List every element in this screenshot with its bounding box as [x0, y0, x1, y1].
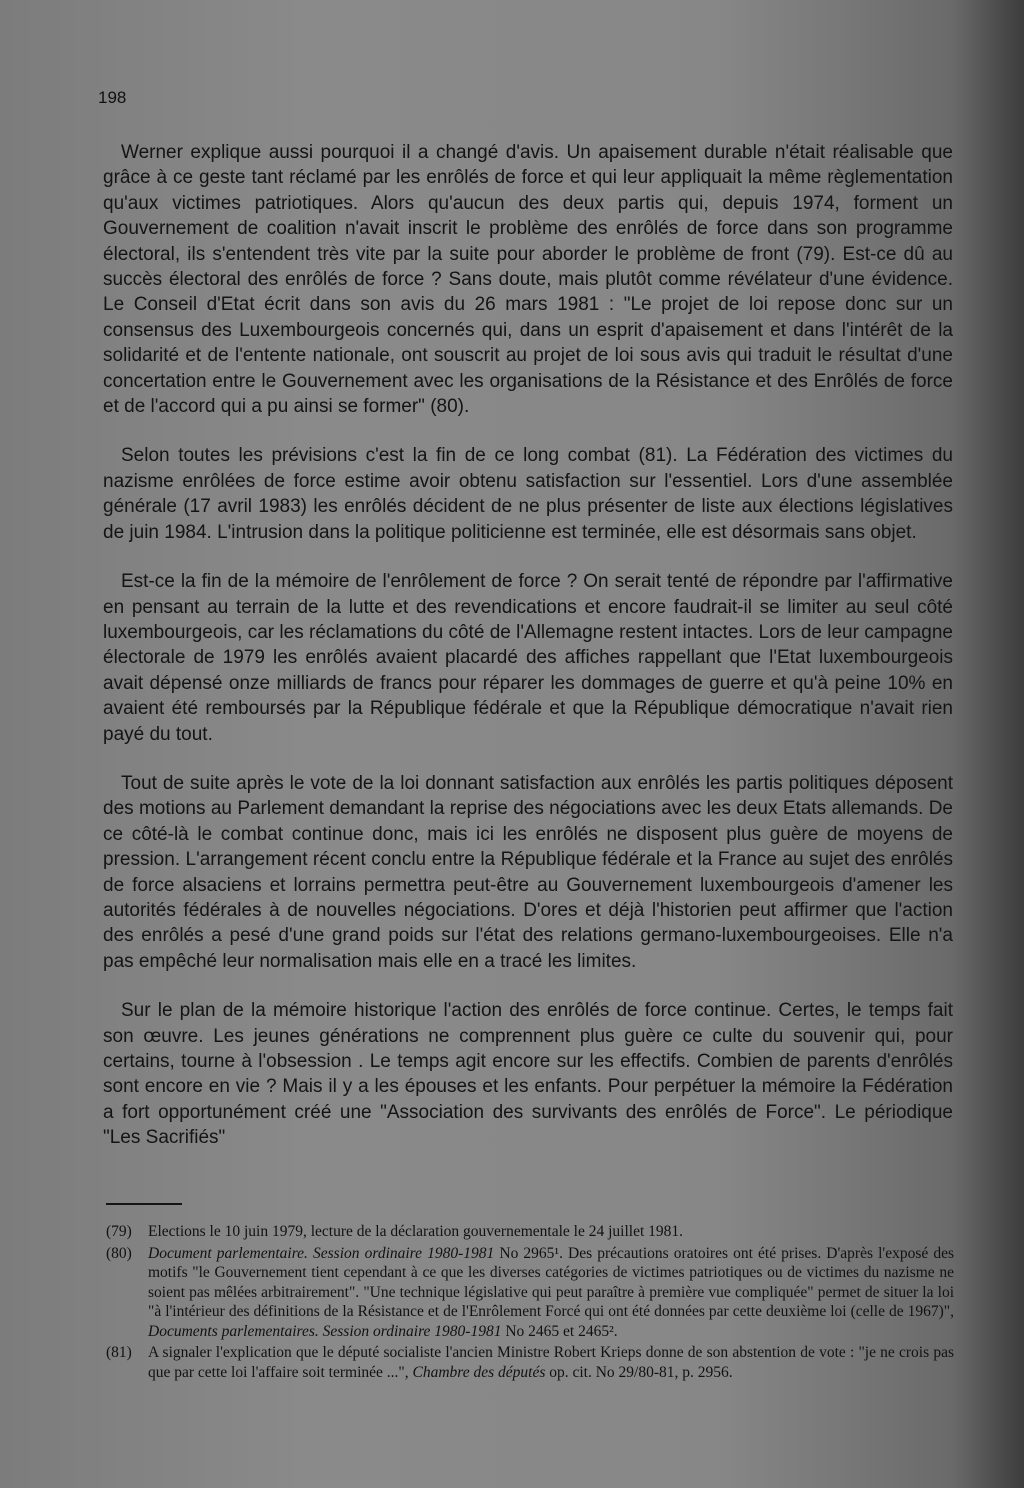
footnote-number: (80) [106, 1244, 132, 1262]
footnote-text-part: No 2965¹. Des précautions oratoires ont été prises. D'après l'exposé des motifs "le Gouvernement tient cependant à ce que les diverses catégories de victimes patriotiques ou de victimes du nazisme ne soient pas mêlées arbitrairement". "Une technique législative qui peut paraître à première vue compliquée" permet de situer la loi "à l'intérieur des définitions de la Résistance et de l'Enrôlement Forcé qui ont été données par cette deuxième loi (celle de 1967)", [148, 1244, 954, 1320]
paragraph-5: Sur le plan de la mémoire historique l'action des enrôlés de force continue. Certes, le temps fait son œuvre. Les jeunes générations ne comprennent plus guère ce culte du souvenir qui, pour certains, tourne à l'obsession . Le temps agit encore sur les effectifs. Combien de parents d'enrôlés sont encore en vie ? Mais il y a les épouses et les enfants. Pour perpétuer la mémoire la Fédération a fort opportunément créé une "Association des survivants des enrôlés de Force". Le périodique "Les Sacrifiés" [103, 1000, 953, 1149]
footnote-text-part: Elections le 10 juin 1979, lecture de la déclaration gouvernementale le 24 juillet 1981. [148, 1223, 684, 1240]
paragraph-2: Selon toutes les prévisions c'est la fin de ce long combat (81). La Fédération des victimes du nazisme enrôlées de force estime avoir obtenu satisfaction sur l'essentiel. Lors d'une assemblée générale (17 avril 1983) les enrôlés décident de ne plus présenter de liste aux élections législatives de juin 1984. L'intrusion dans la politique politicienne est terminée, elle est désormais sans objet. [103, 445, 953, 543]
footnote-text-part: op. cit. No 29/80-81, p. 2956. [545, 1363, 733, 1381]
footnote-text [148, 1343, 954, 1382]
footnote-number: (81) [106, 1344, 132, 1361]
footnotes [106, 1222, 954, 1384]
footnote-text [148, 1244, 954, 1342]
footnote-number: (79) [106, 1223, 132, 1240]
footnote-80 [106, 1244, 954, 1342]
paragraph-4: Tout de suite après le vote de la loi donnant satisfaction aux enrôlés les partis politiques déposent des motions au Parlement demandant la reprise des négociations avec les deux Etats allemands. De ce côté-là le combat continue donc, mais ici les enrôlés ne disposent plus guère de moyens de pression. L'arrangement récent conclu entre la République fédérale et la France au sujet des enrôlés de force alsaciens et lorrains permettra peut-être au Gouvernement luxembourgeois d'amener les autorités fédérales à de nouvelles négociations. D'ores et déjà l'historien peut affirmer que l'action des enrôlés a pesé d'une grand poids sur l'état des relations germano-luxembourgeoises. Elle n'a pas empêché leur normalisation mais elle en a tracé les limites. [103, 772, 953, 972]
footnote-italic-part: Documents parlementaires. Session ordinaire 1980-1981 [148, 1322, 502, 1340]
body-text [103, 140, 953, 1175]
footnote-italic-part: Document parlementaire. Session ordinaire 1980-1981 [148, 1244, 495, 1262]
footnote-italic-part: Chambre des députés [412, 1363, 546, 1381]
paragraph-1: Werner explique aussi pourquoi il a changé d'avis. Un apaisement durable n'était réalisable que grâce à ce geste tant réclamé par les enrôlés de force et qui leur appliquait la même règlementation qu'aux victimes patriotiques. Alors qu'aucun des deux partis qui, depuis 1974, forment un Gouvernement de coalition n'avait inscrit le problème des enrôlés de force dans son programme électoral, ils s'entendent très vite par la suite pour aborder le problème de front (79). Est-ce dû au succès électoral des enrôlés de force ? Sans doute, mais plutôt comme révélateur d'une évidence. Le Conseil d'Etat écrit dans son avis du 26 mars 1981 : "Le projet de loi repose donc sur un consensus des Luxembourgeois concernés qui, dans un esprit d'apaisement et dans l'intérêt de la solidarité et de l'entente nationale, ont souscrit au projet de loi sous avis qui traduit le résultat d'une concertation entre le Gouvernement avec les organisations de la Résistance et des Enrôlés de force et de l'accord qui a pu ainsi se former" (80). [103, 142, 953, 418]
page-number: 198 [98, 88, 127, 107]
paragraph-3: Est-ce la fin de la mémoire de l'enrôlement de force ? On serait tenté de répondre par l'affirmative en pensant au terrain de la lutte et des revendications et encore faudrait-il se limiter au seul côté luxembourgeois, car les réclamations du côté de l'Allemagne restent intactes. Lors de leur campagne électorale de 1979 les enrôlés avaient placardé des affiches rappellant que l'Etat luxembourgeois avait dépensé onze milliards de francs pour réparer les dommages de guerre et qu'à peine 10% en avaient été remboursés par la République fédérale et que la République démocratique n'avait rien payé du tout. [103, 571, 953, 745]
footnote-79 [106, 1222, 954, 1242]
footnote-text-part: A signaler l'explication que le député socialiste l'ancien Ministre Robert Krieps donne de son abstention de vote : "je ne crois pas que par cette loi l'affaire soit terminée ...", [148, 1344, 954, 1381]
footnote-81 [106, 1343, 954, 1382]
footnote-text-part: No 2465 et 2465². [501, 1322, 618, 1340]
footnote-text [148, 1222, 954, 1242]
footnote-separator [106, 1203, 182, 1205]
